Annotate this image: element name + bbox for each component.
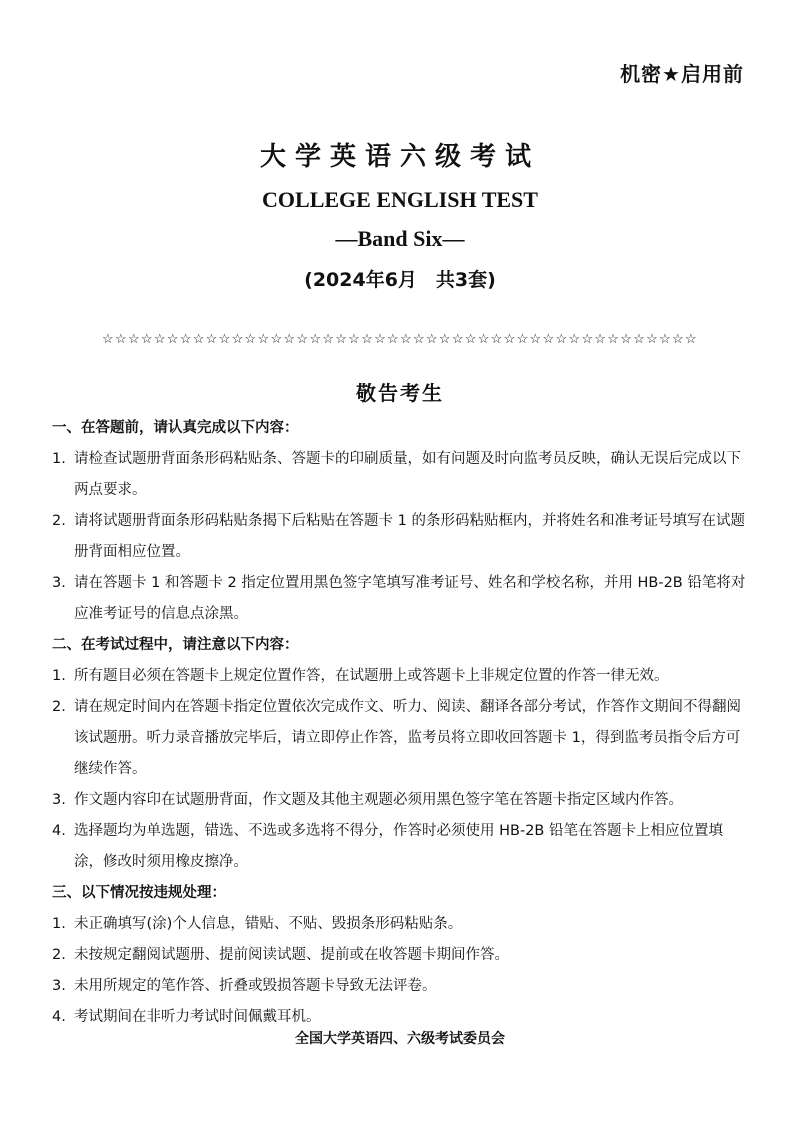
section-heading: 三、以下情况按违规处理： [52, 885, 226, 901]
item-text: 请在规定时间内在答题卡指定位置依次完成作文、听力、阅读、翻译各部分考试，作答作文期间不得翻阅该试题册。听力录音播放完毕后，请立即停止作答，监考员将立即收回答题卡 1，得到监考员指令后方可继续作答。 [74, 699, 741, 777]
item-number: 2. [52, 513, 66, 529]
instructions [52, 413, 748, 1033]
section-heading: 二、在考试过程中，请注意以下内容： [52, 637, 299, 653]
item-text: 考试期间在非听力考试时间佩戴耳机。 [74, 1009, 321, 1025]
band-label: —Band Six— [335, 226, 465, 251]
exam-title-chinese: 大学英语六级考试 [259, 142, 540, 172]
list-item [52, 785, 748, 816]
item-number: 3. [52, 575, 66, 591]
item-number: 1. [52, 451, 66, 467]
notice-title: 敬告考生 [356, 381, 444, 405]
exam-date-sets: (2024年6月 共3套) [304, 269, 496, 291]
item-number: 1. [52, 668, 66, 684]
item-text: 未用所规定的笔作答、折叠或毁损答题卡导致无法评卷。 [74, 978, 437, 994]
item-text: 作文题内容印在试题册背面，作文题及其他主观题必须用黑色签字笔在答题卡指定区域内作答。 [74, 792, 683, 808]
list-item [52, 940, 748, 971]
list-item [52, 971, 748, 1002]
section-heading: 一、在答题前，请认真完成以下内容： [52, 420, 299, 436]
exam-title-english: COLLEGE ENGLISH TEST [262, 187, 538, 212]
confidential-label: 机密★启用前 [620, 62, 744, 86]
item-text: 请将试题册背面条形码粘贴条揭下后粘贴在答题卡 1 的条形码粘贴框内，并将姓名和准考证号填写在试题册背面相应位置。 [74, 513, 745, 560]
item-text: 未按规定翻阅试题册、提前阅读试题、提前或在收答题卡期间作答。 [74, 947, 509, 963]
list-item [52, 816, 748, 878]
section-during-exam [52, 630, 748, 878]
list-item [52, 661, 748, 692]
star-divider: ☆☆☆☆☆☆☆☆☆☆☆☆☆☆☆☆☆☆☆☆☆☆☆☆☆☆☆☆☆☆☆☆☆☆☆☆☆☆☆☆☆☆☆☆☆☆ [102, 332, 698, 347]
list-item [52, 506, 748, 568]
item-number: 2. [52, 699, 66, 715]
section-before-exam [52, 413, 748, 630]
item-text: 请在答题卡 1 和答题卡 2 指定位置用黑色签字笔填写准考证号、姓名和学校名称，并用 HB-2B 铅笔将对应准考证号的信息点涂黑。 [74, 575, 746, 622]
section-violations [52, 878, 748, 1033]
item-text: 未正确填写(涂)个人信息，错贴、不贴、毁损条形码粘贴条。 [74, 916, 463, 932]
item-number: 3. [52, 792, 66, 808]
item-text: 请检查试题册背面条形码粘贴条、答题卡的印刷质量，如有问题及时向监考员反映，确认无误后完成以下两点要求。 [74, 451, 741, 498]
list-item [52, 692, 748, 785]
item-text: 所有题目必须在答题卡上规定位置作答，在试题册上或答题卡上非规定位置的作答一律无效。 [74, 668, 669, 684]
item-number: 1. [52, 916, 66, 932]
committee-signature: 全国大学英语四、六级考试委员会 [295, 1031, 505, 1047]
item-number: 4. [52, 1009, 66, 1025]
list-item [52, 444, 748, 506]
item-number: 4. [52, 823, 66, 839]
item-number: 2. [52, 947, 66, 963]
item-text: 选择题均为单选题，错选、不选或多选将不得分，作答时必须使用 HB-2B 铅笔在答题卡上相应位置填涂，修改时须用橡皮擦净。 [74, 823, 723, 870]
list-item [52, 909, 748, 940]
list-item [52, 568, 748, 630]
item-number: 3. [52, 978, 66, 994]
